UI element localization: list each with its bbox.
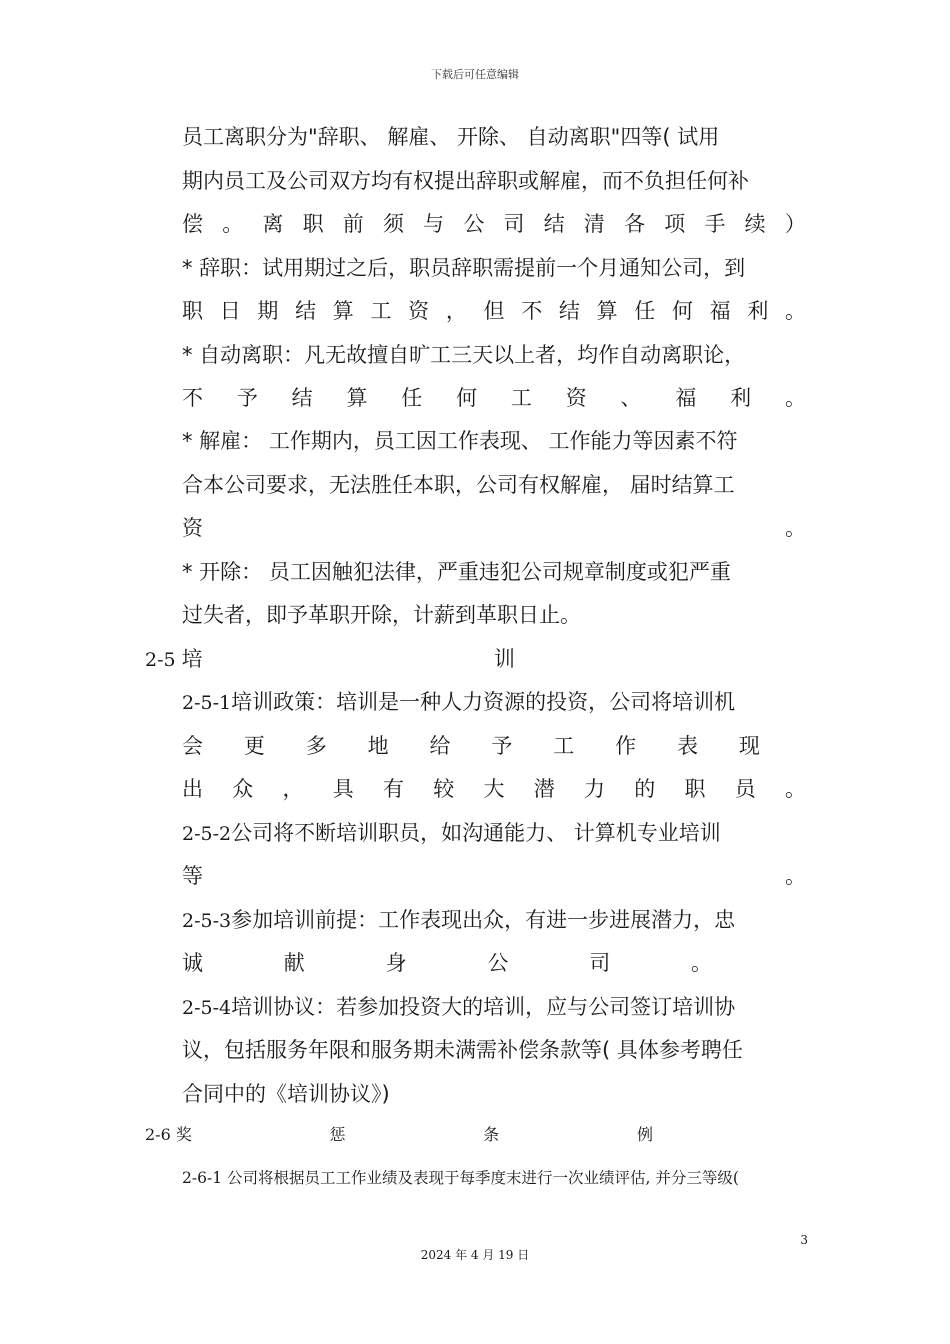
char: 出 xyxy=(182,777,203,801)
char: 何 xyxy=(456,386,478,410)
text-line xyxy=(182,210,806,238)
char: 算 xyxy=(332,299,354,323)
char: 等 xyxy=(182,864,203,888)
text-line xyxy=(182,688,806,717)
char: 职 xyxy=(302,212,324,236)
char: 职 xyxy=(684,777,706,801)
char: 算 xyxy=(346,386,368,410)
char: 的 xyxy=(634,777,656,801)
text-line xyxy=(182,732,760,760)
section-title: 培 xyxy=(181,647,203,671)
item-number: 2-5-1 xyxy=(182,692,232,714)
char: 不 xyxy=(521,299,543,323)
char: 公 xyxy=(463,212,485,236)
char: 潜 xyxy=(533,777,555,801)
char: ， xyxy=(445,299,467,323)
char: 。 xyxy=(785,864,806,888)
text-line: * 自动离职：凡无故擅自旷工三天以上者，均作自动离职论， xyxy=(182,343,746,367)
section-title: 2-6 奖 xyxy=(145,1125,192,1144)
char: 司 xyxy=(503,212,525,236)
char: 力 xyxy=(584,777,605,801)
char: 多 xyxy=(305,734,327,758)
text-line: 合本公司要求，无法胜任本职，公司有权解雇， 届时结算工 xyxy=(182,473,735,497)
char: 利 xyxy=(747,299,769,323)
char: 工 xyxy=(370,299,392,323)
footer-date: 2024 年 4 月 19 日 xyxy=(420,1248,530,1262)
char: 任 xyxy=(634,299,656,323)
char: 较 xyxy=(433,777,455,801)
char: 献 xyxy=(283,951,305,975)
section-title: 惩 xyxy=(329,1125,346,1144)
char: 各 xyxy=(624,212,646,236)
char: 诚 xyxy=(182,951,203,975)
char: 续 xyxy=(744,212,766,236)
char: 众 xyxy=(232,777,254,801)
text-line xyxy=(182,384,806,412)
text-line: 合同中的《培训协议》) xyxy=(182,1082,390,1106)
page-header: 下载后可任意编辑 xyxy=(431,68,519,81)
char: 结 xyxy=(291,386,313,410)
item-number: 2-5-4 xyxy=(182,997,232,1019)
char: ， xyxy=(282,777,304,801)
char: 资 xyxy=(565,386,587,410)
char: 工 xyxy=(553,734,575,758)
item-text: 培训政策：培训是一种人力资源的投资，公司将培训机 xyxy=(231,690,736,714)
item-number: 2-5-3 xyxy=(182,910,232,932)
char: 手 xyxy=(704,212,726,236)
char: 项 xyxy=(664,212,686,236)
char: 地 xyxy=(367,734,389,758)
text-line: 议，包括服务年限和服务期未满需补偿条款等( 具体参考聘任 xyxy=(182,1038,743,1062)
char: 不 xyxy=(182,386,203,410)
char: 公 xyxy=(487,951,509,975)
char: 工 xyxy=(510,386,532,410)
char: 司 xyxy=(589,951,611,975)
char: 。 xyxy=(785,516,806,540)
char: 结 xyxy=(543,212,565,236)
char: 结 xyxy=(558,299,580,323)
char: 期 xyxy=(257,299,279,323)
item-text: 公司将不断培训职员，如沟通能力、 计算机专业培训 xyxy=(231,821,721,845)
char: 现 xyxy=(738,734,760,758)
char: 。 xyxy=(222,212,244,236)
char: 大 xyxy=(483,777,505,801)
char: 会 xyxy=(182,734,203,758)
text-line: 过失者，即予革职开除，计薪到革职日止。 xyxy=(182,603,581,627)
text-line: 员工离职分为"辞职、 解雇、 开除、 自动离职"四等( 试用 xyxy=(182,125,720,149)
char: 资 xyxy=(408,299,430,323)
text-line xyxy=(182,862,806,890)
char: 予 xyxy=(236,386,258,410)
char: 。 xyxy=(784,386,806,410)
char: 但 xyxy=(483,299,505,323)
char: 。 xyxy=(785,777,806,801)
char: 。 xyxy=(690,951,712,975)
char: 身 xyxy=(385,951,407,975)
char: ） xyxy=(784,212,806,236)
char: 任 xyxy=(401,386,423,410)
section-heading xyxy=(145,1122,653,1148)
text-line: * 辞职：试用期过之后，职员辞职需提前一个月通知公司，到 xyxy=(182,256,746,280)
text-line: * 开除： 员工因触犯法律，严重违犯公司规章制度或犯严重 xyxy=(182,560,731,584)
char: 日 xyxy=(219,299,241,323)
text-line xyxy=(182,514,806,542)
char: 与 xyxy=(423,212,445,236)
char: 、 xyxy=(620,386,642,410)
section-title: 条 xyxy=(483,1125,500,1144)
char: 职 xyxy=(182,299,203,323)
char: 结 xyxy=(295,299,317,323)
char: 福 xyxy=(709,299,731,323)
char: 有 xyxy=(383,777,404,801)
char: 更 xyxy=(243,734,265,758)
section-number: 2-5 xyxy=(145,649,176,671)
char: 清 xyxy=(583,212,605,236)
char: 。 xyxy=(785,299,806,323)
char: 给 xyxy=(429,734,451,758)
text-line xyxy=(182,949,712,977)
char: 予 xyxy=(491,734,513,758)
char: 作 xyxy=(615,734,637,758)
char: 利 xyxy=(730,386,752,410)
section-title: 训 xyxy=(494,647,515,671)
char: 福 xyxy=(675,386,697,410)
char: 资 xyxy=(182,516,203,540)
text-line xyxy=(182,297,806,325)
text-line xyxy=(182,993,806,1022)
section-title: 例 xyxy=(636,1125,653,1144)
section-heading xyxy=(145,645,515,674)
text-line: 2-6-1 公司将根据员工工作业绩及表现于每季度末进行一次业绩评估, 并分三等级( xyxy=(182,1169,739,1187)
char: 须 xyxy=(382,212,404,236)
char: 算 xyxy=(596,299,618,323)
text-line: 期内员工及公司双方均有权提出辞职或解雇，而不负担任何补 xyxy=(182,169,749,193)
text-line xyxy=(182,775,806,803)
item-number: 2-5-2 xyxy=(182,823,232,845)
item-text: 培训协议：若参加投资大的培训，应与公司签订培训协 xyxy=(231,995,736,1019)
text-line: * 解雇： 工作期内，员工因工作表现、 工作能力等因素不符 xyxy=(182,429,738,453)
char: 前 xyxy=(342,212,364,236)
char: 员 xyxy=(734,777,756,801)
page-number: 3 xyxy=(800,1233,808,1247)
item-text: 参加培训前提：工作表现出众，有进一步进展潜力，忠 xyxy=(231,908,736,932)
char: 离 xyxy=(262,212,284,236)
char: 表 xyxy=(677,734,698,758)
text-line xyxy=(182,906,806,935)
text-line xyxy=(182,819,806,848)
char: 具 xyxy=(332,777,354,801)
char: 偿 xyxy=(182,212,203,236)
char: 何 xyxy=(671,299,693,323)
